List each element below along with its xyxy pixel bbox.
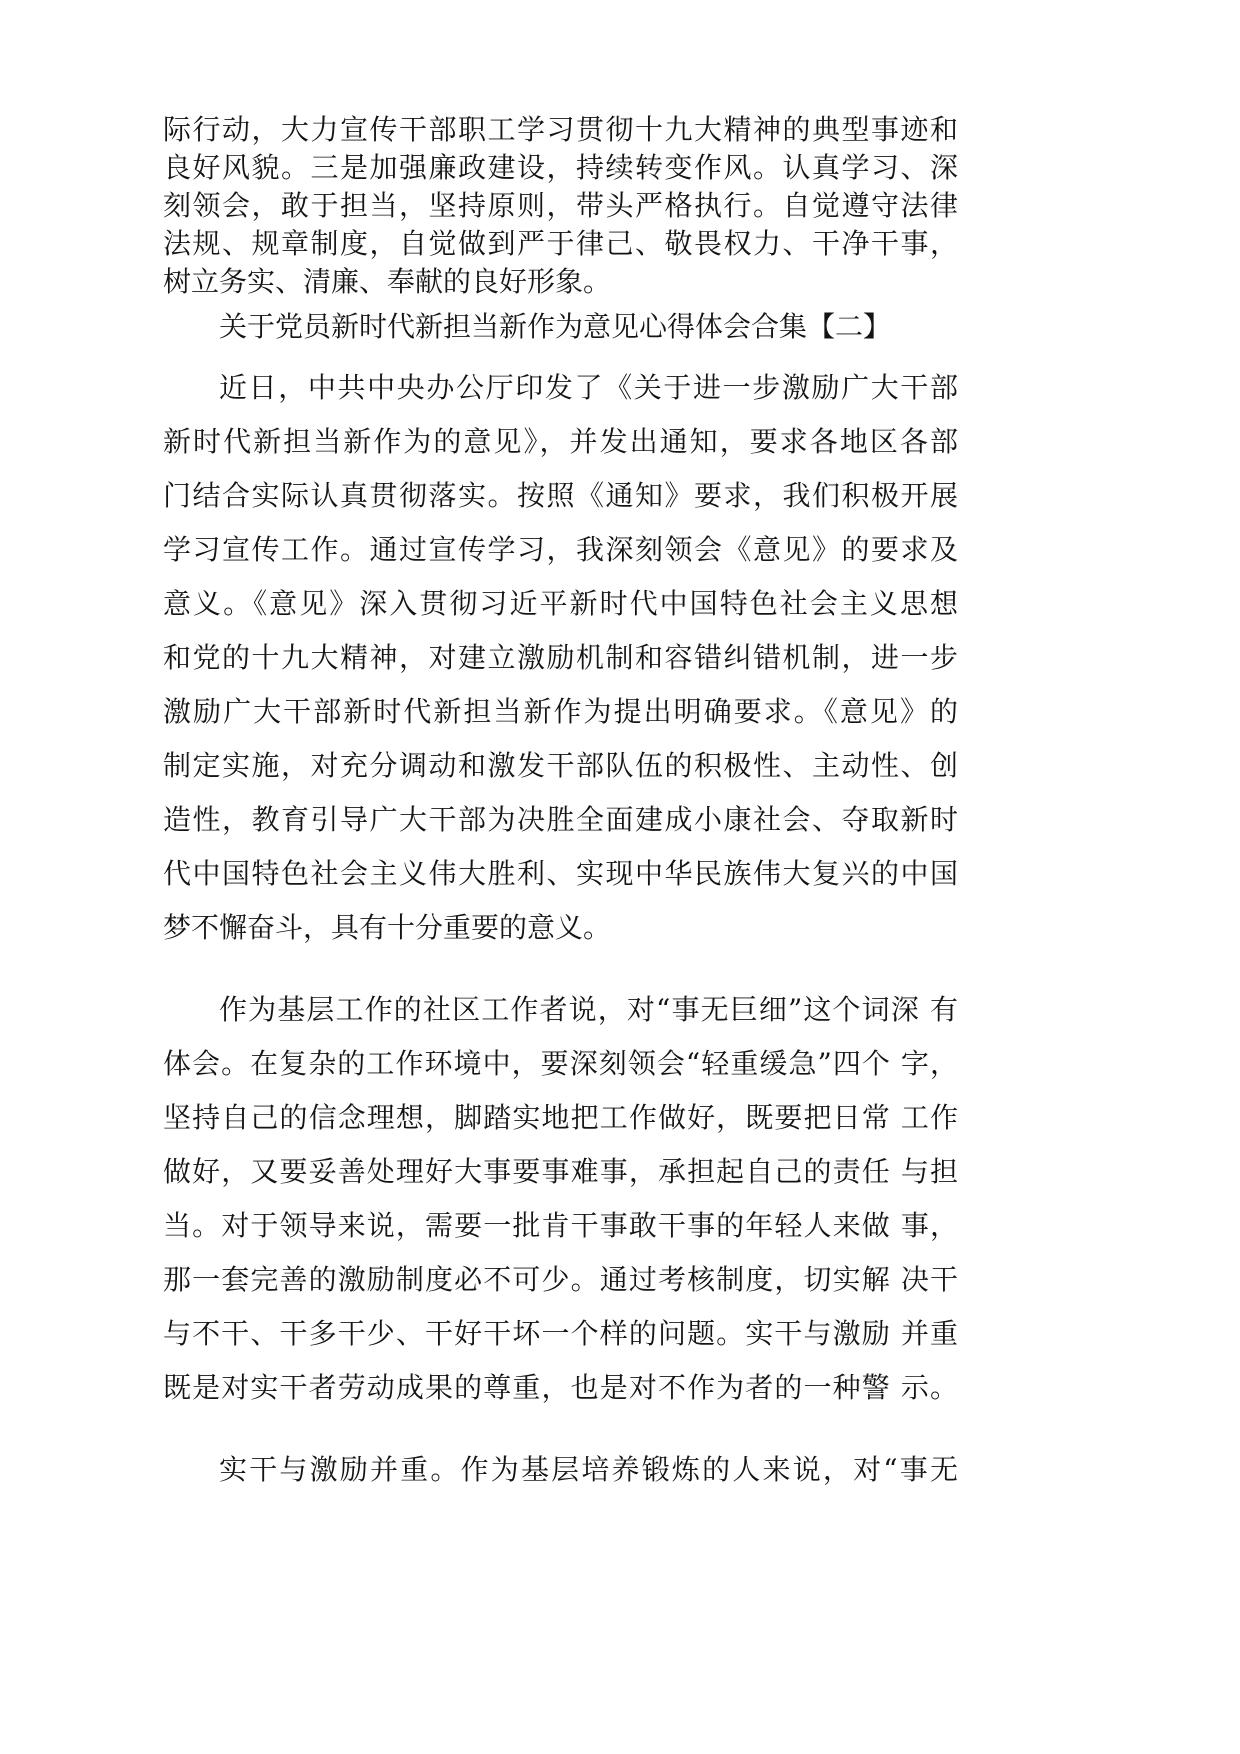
text-line: 良好风貌。三是加强廉政建设，持续转变作风。认真学习、深: [163, 151, 958, 184]
document-body: [163, 111, 958, 1497]
text-line: 做好，又要妥善处理好大事要事难事，承担起自己的责任 与担: [163, 1155, 958, 1188]
text-line: 和党的十九大精神，对建立激励机制和容错纠错机制，进一步: [163, 641, 958, 674]
text-line: 树立务实、清廉、奉献的良好形象。: [163, 265, 612, 298]
section-heading: 关于党员新时代新担当新作为意见心得体会合集【二】: [219, 310, 892, 343]
text-line: 新时代新担当新作为的意见》，并发出通知，要求各地区各部: [163, 425, 958, 458]
text-line: 学习宣传工作。通过宣传学习，我深刻领会《意见》的要求及: [163, 533, 958, 566]
text-line: 激励广大干部新时代新担当新作为提出明确要求。《意见》的: [163, 695, 958, 728]
text-line: 门结合实际认真贯彻落实。按照《通知》要求，我们积极开展: [163, 479, 958, 512]
text-line: 体会。在复杂的工作环境中，要深刻领会“轻重缓急”四个 字，: [163, 1047, 958, 1080]
text-line: 既是对实干者劳动成果的尊重，也是对不作为者的一种警 示。: [163, 1371, 958, 1404]
text-line: 作为基层工作的社区工作者说，对“事无巨细”这个词深 有: [219, 993, 958, 1026]
text-line: 造性，教育引导广大干部为决胜全面建成小康社会、夺取新时: [163, 803, 958, 836]
paragraph: [163, 983, 958, 1415]
text-line: 际行动，大力宣传干部职工学习贯彻十九大精神的典型事迹和: [163, 113, 958, 146]
text-line: 那一套完善的激励制度必不可少。通过考核制度，切实解 决干: [163, 1263, 958, 1296]
text-line: 近日，中共中央办公厅印发了《关于进一步激励广大干部: [219, 371, 958, 404]
text-line: 梦不懈奋斗，具有十分重要的意义。: [163, 911, 612, 944]
text-line: 意义。《意见》深入贯彻习近平新时代中国特色社会主义思想: [163, 587, 958, 620]
paragraph: [163, 111, 958, 301]
text-line: 法规、规章制度，自觉做到严于律己、敬畏权力、干净干事，: [163, 227, 958, 260]
paragraph: [163, 1443, 958, 1497]
text-line: 代中国特色社会主义伟大胜利、实现中华民族伟大复兴的中国: [163, 857, 958, 890]
text-line: 刻领会，敢于担当，坚持原则，带头严格执行。自觉遵守法律: [163, 189, 958, 222]
text-line: 制定实施，对充分调动和激发干部队伍的积极性、主动性、创: [163, 749, 958, 782]
text-line: 实干与激励并重。作为基层培养锻炼的人来说，对“事无: [219, 1453, 958, 1486]
paragraph: [163, 361, 958, 955]
text-line: 当。对于领导来说，需要一批肯干事敢干事的年轻人来做 事，: [163, 1209, 958, 1242]
text-line: 坚持自己的信念理想，脚踏实地把工作做好，既要把日常 工作: [163, 1101, 958, 1134]
text-line: 与不干、干多干少、干好干坏一个样的问题。实干与激励 并重: [163, 1317, 958, 1350]
